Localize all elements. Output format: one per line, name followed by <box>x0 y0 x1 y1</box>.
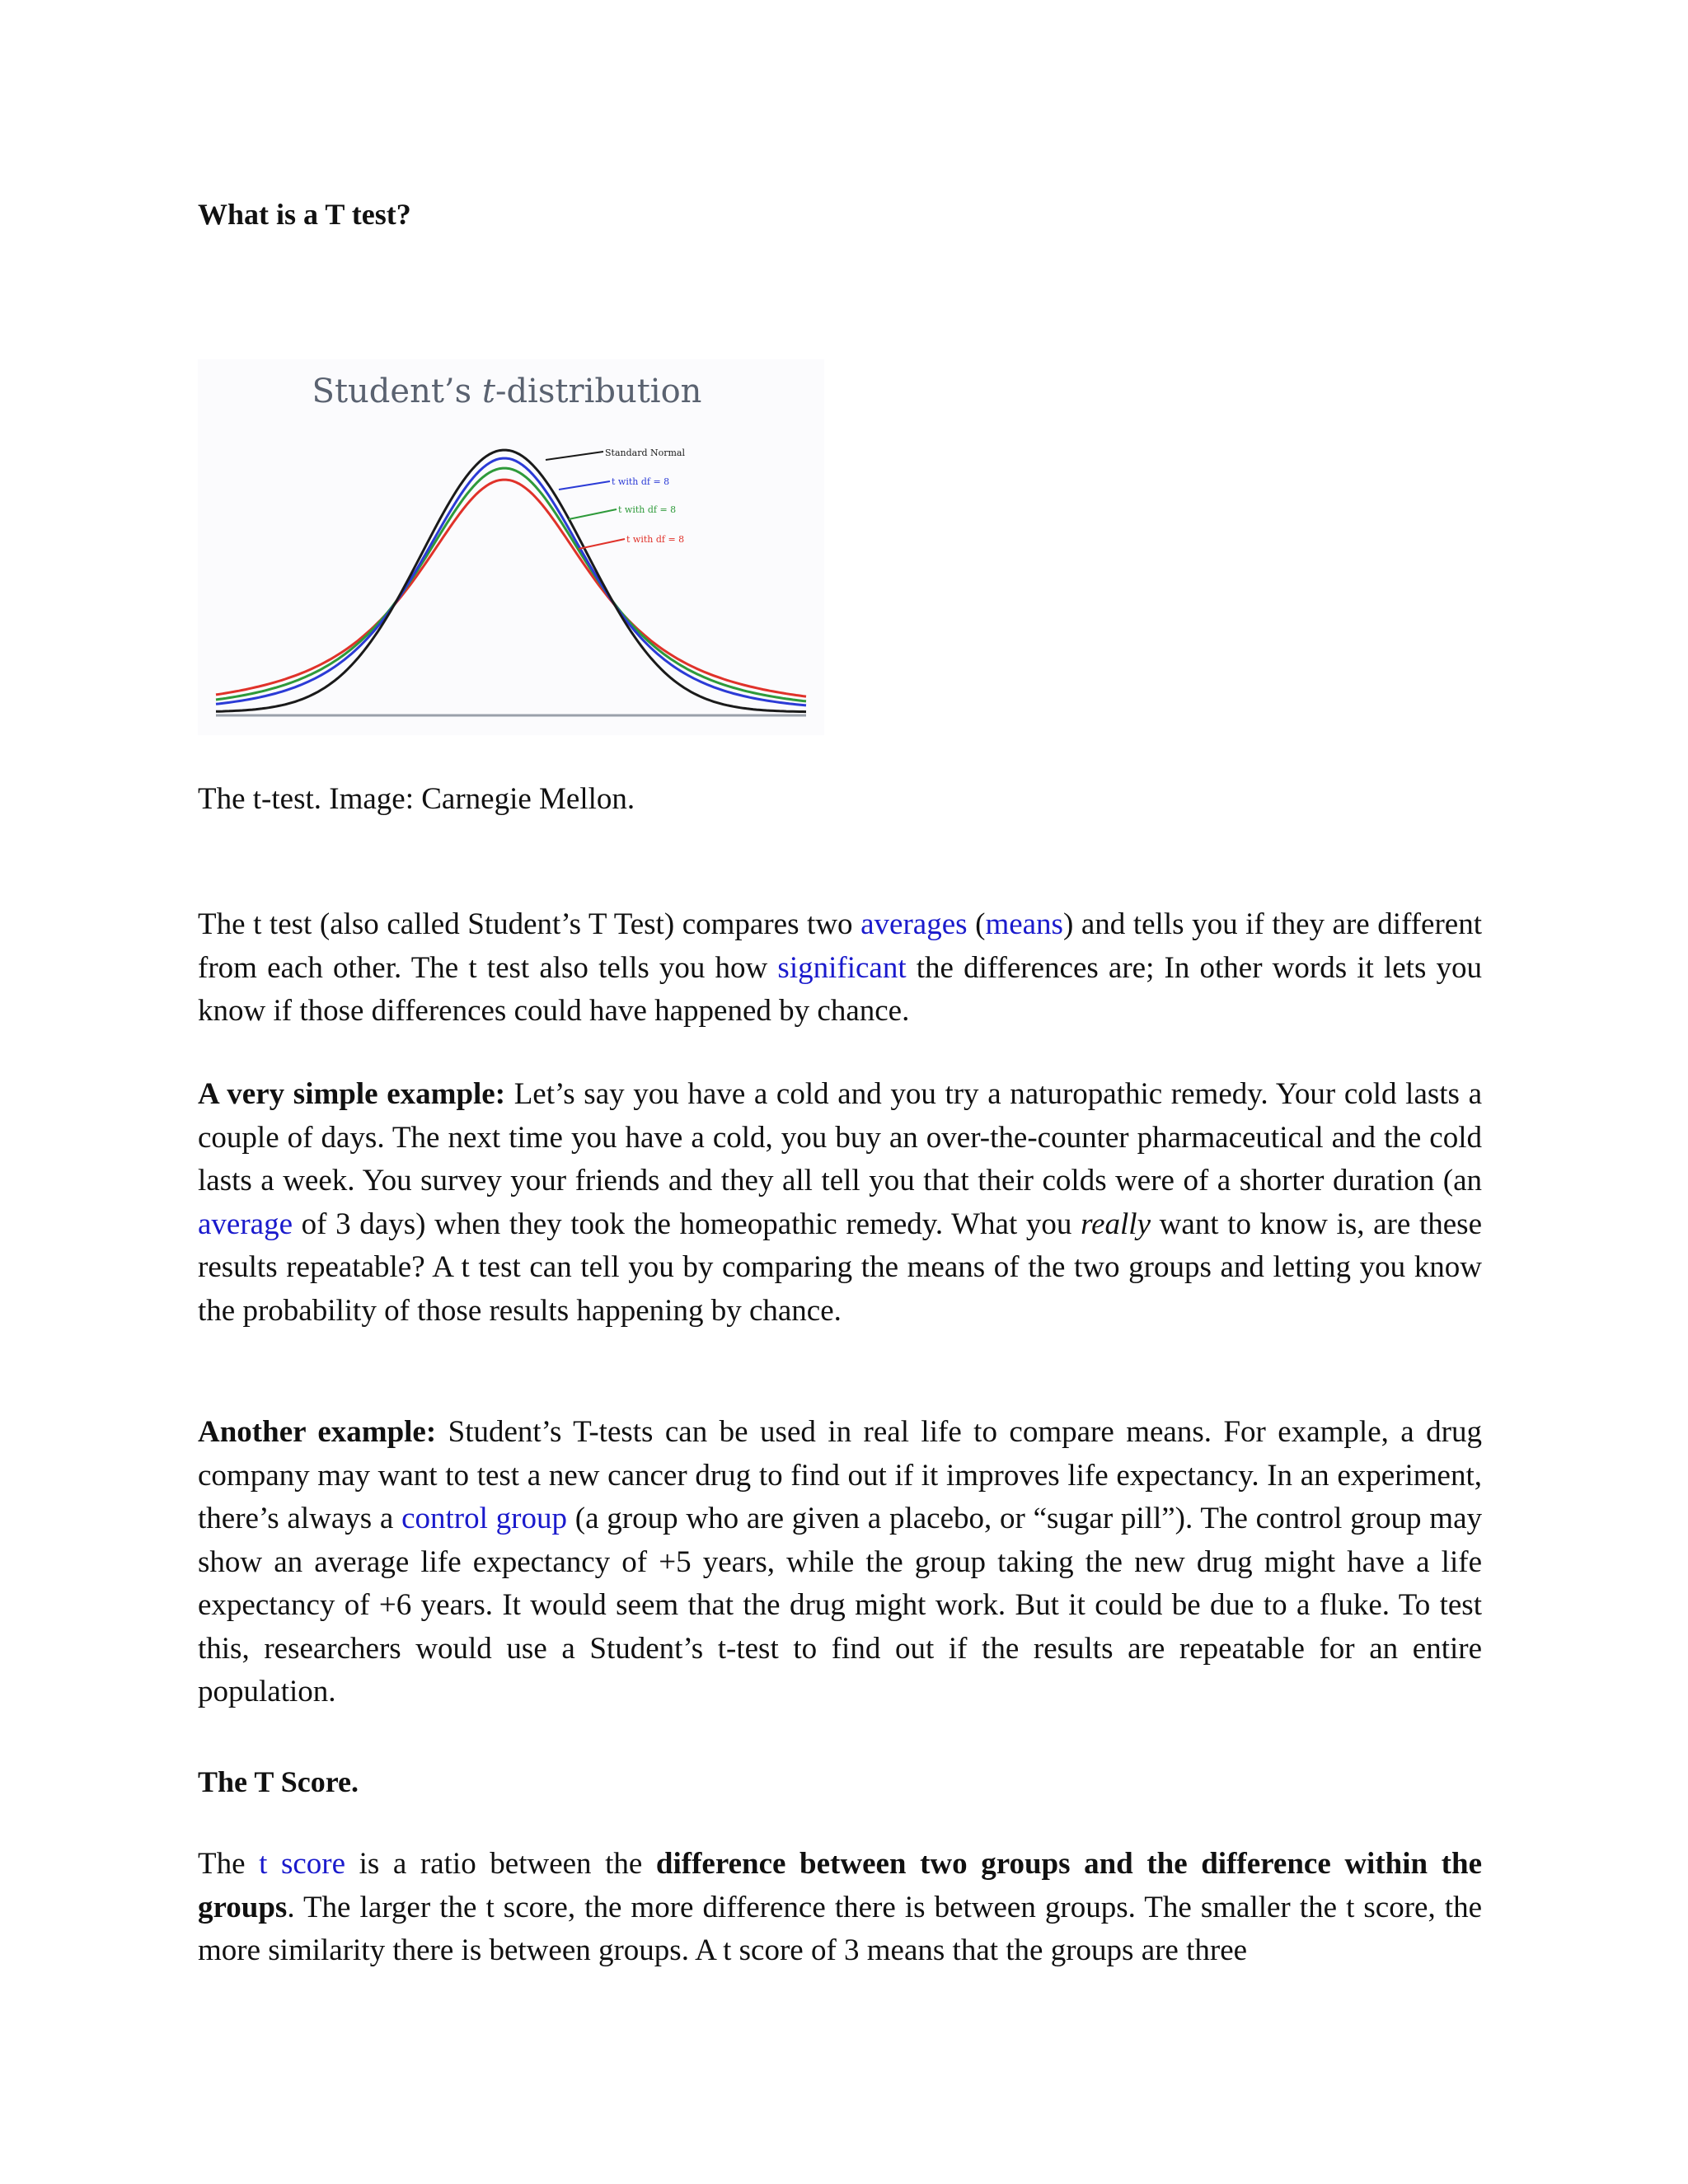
link-t-score[interactable]: t score <box>259 1847 346 1881</box>
legend-label-t-df-2: t with df = 8 <box>618 504 677 515</box>
paragraph-t-score: The t score is a ratio between the difference between two groups and the difference within the groups. The larger the t score, the more difference there is between groups. The smaller the t score, the more similarity there is between groups. A t score of 3 means that the groups are three <box>198 1847 1482 1967</box>
link-control-group[interactable]: control group <box>401 1502 567 1535</box>
section-heading-t-score: The T Score. <box>198 1765 359 1798</box>
figure-caption: The t-test. Image: Carnegie Mellon. <box>198 782 635 816</box>
legend-label-standard-normal: Standard Normal <box>605 448 686 458</box>
simple-example-lead: A very simple example: <box>198 1077 506 1111</box>
legend-label-t-df-1: t with df = 8 <box>612 476 670 487</box>
link-average[interactable]: average <box>198 1207 293 1241</box>
link-means[interactable]: means <box>985 907 1063 941</box>
paragraph-simple-example: A very simple example: Let’s say you have a cold and you try a naturopathic remedy. Your cold lasts a couple of days. The next time you have a cold, you buy an over-the-counter pharmaceutical and the cold lasts a week. You survey your friends and they all tell you that their colds were of a shorter duration (an average of 3 days) when they took the homeopathic remedy. What you really want to know is, are these results repeatable? A t test can tell you by comparing the means of the two groups and letting you know the probability of those results happening by chance. <box>198 1077 1483 1328</box>
link-averages[interactable]: averages <box>860 907 968 941</box>
another-example-lead: Another example: <box>198 1415 437 1449</box>
link-significant[interactable]: significant <box>777 950 907 985</box>
paragraph-another-example: Another example: Student’s T-tests can be used in real life to compare means. For example, a drug company may want to test a new cancer drug to find out if it improves life expectancy. In an experiment, there’s always a control group (a group who are given a placebo, or “sugar pill”). The control group may show an average life expectancy of +5 years, while the group taking the new drug might have a life expectancy of +6 years. It would seem that the drug might work. But it could be due to a fluke. To test this, researchers would use a Student’s t-test to find out if the results are repeatable for an entire population. <box>198 1415 1483 1708</box>
emphasis-really: really <box>1081 1207 1151 1241</box>
page-title: What is a T test? <box>198 198 411 231</box>
t-score-definition-bold: difference between two groups and the difference within the groups <box>198 1847 1482 1924</box>
legend-label-t-df-3: t with df = 8 <box>626 534 685 545</box>
figure-title: Student’s t-distribution <box>312 373 702 410</box>
paragraph-intro: The t test (also called Student’s T Test) compares two averages (means) and tells you if they are different from each other. The t test also tells you how significant the differences are; In other words it lets you know if those differences could have happened by chance. <box>198 907 1482 1028</box>
t-distribution-figure <box>198 359 824 735</box>
t-distribution-image <box>198 359 824 735</box>
